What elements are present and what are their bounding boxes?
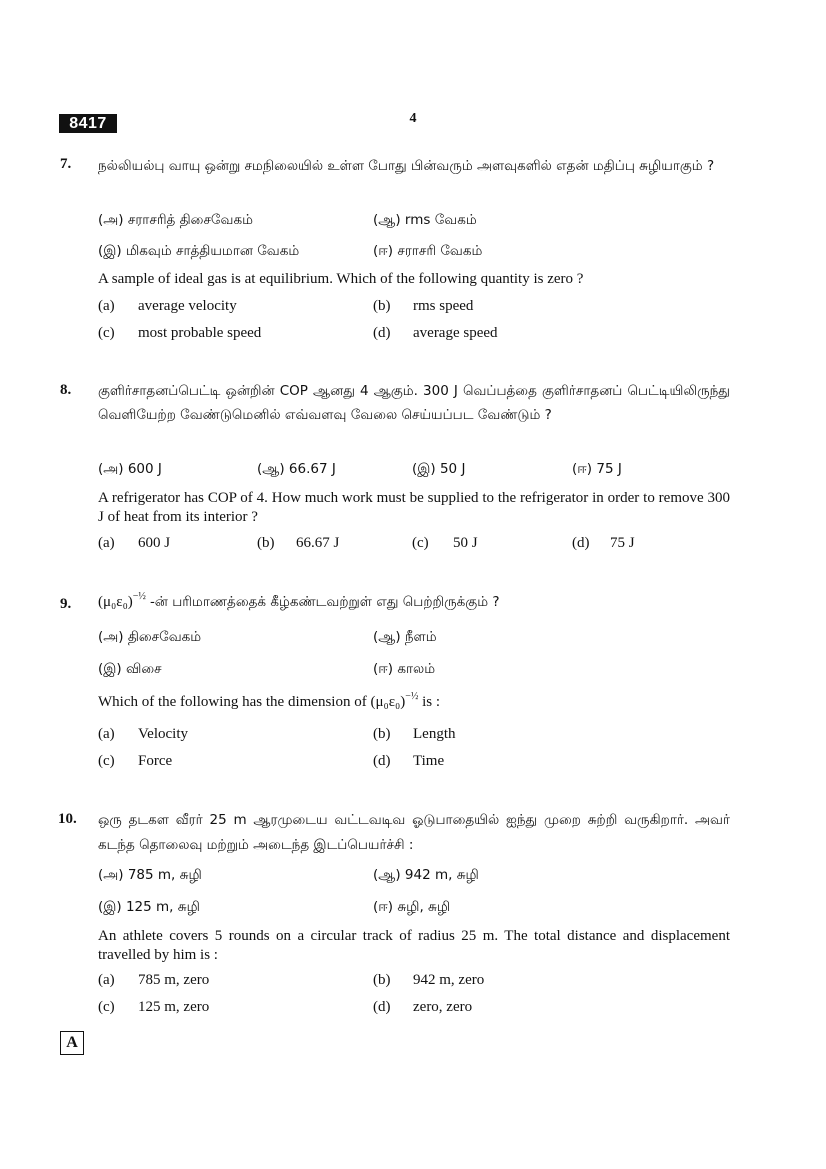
option-tamil: (ஈ) காலம்: [373, 661, 436, 677]
option-text: average velocity: [138, 298, 237, 314]
question-number: 7.: [60, 156, 72, 172]
dimension-expression: (μ₀ε₀): [370, 694, 406, 710]
option-text: average speed: [413, 325, 498, 341]
option-text: 785 m, zero: [138, 972, 210, 988]
series-box: A: [60, 1031, 84, 1055]
option-tamil: (ஆ) rms வேகம்: [373, 212, 477, 228]
question-text-english: An athlete covers 5 rounds on a circular track of radius 25 m. The total distance and displacement travelled by him is :: [98, 928, 730, 963]
dimension-expression: (μ₀ε₀): [98, 594, 133, 610]
option-label: (d): [373, 753, 391, 769]
option-label: (a): [98, 535, 115, 551]
paper-code: 8417: [59, 114, 117, 133]
option-text: 50 J: [453, 535, 478, 551]
dimension-exponent: −½: [405, 691, 419, 702]
option-tamil: (இ) 125 m, சுழி: [98, 899, 200, 915]
option-label: (b): [373, 726, 391, 742]
option-label: (b): [373, 298, 391, 314]
option-text: most probable speed: [138, 325, 262, 341]
option-text: Time: [413, 753, 445, 769]
option-label: (c): [412, 535, 429, 551]
option-text: 66.67 J: [296, 535, 340, 551]
option-tamil: (ஈ) சுழி, சுழி: [373, 899, 451, 915]
option-label: (d): [373, 325, 391, 341]
option-label: (a): [98, 726, 115, 742]
option-tamil: (அ) திசைவேகம்: [98, 629, 202, 645]
option-text: 600 J: [138, 535, 171, 551]
option-tamil: (ஆ) 66.67 J: [257, 461, 336, 477]
option-tamil: (அ) சராசரித் திசைவேகம்: [98, 212, 253, 228]
option-tamil: (ஈ) சராசரி வேகம்: [373, 243, 483, 259]
question-number: 8.: [60, 382, 72, 398]
option-tamil: (அ) 785 m, சுழி: [98, 867, 202, 883]
option-label: (b): [257, 535, 275, 551]
question-text-english: A sample of ideal gas is at equilibrium. Which of the following quantity is zero ?: [98, 271, 584, 287]
question-text-tamil: குளிர்சாதனப்பெட்டி ஒன்றின் COP ஆனது 4 ஆகும். 300 J வெப்பத்தை குளிர்சாதனப் பெட்டியிலிருந்து வெளியேற்ற வேண்டுமெனில் எவ்வளவு வேலை செய்யப்பட வேண்டும் ?: [98, 383, 730, 423]
dimension-exponent: −½: [132, 591, 146, 602]
option-text: rms speed: [413, 298, 474, 314]
option-text: 75 J: [610, 535, 635, 551]
option-label: (c): [98, 753, 115, 769]
option-tamil: (அ) 600 J: [98, 461, 162, 477]
question-text-tamil: ஒரு தடகள வீரர் 25 m ஆரமுடைய வட்டவடிவ ஓடுபாதையில் ஐந்து முறை சுற்றி வருகிறார். அவர் கடந்த தொலைவு மற்றும் அடைந்த இடப்பெயர்ச்சி :: [98, 812, 730, 853]
option-label: (c): [98, 325, 115, 341]
option-label: (d): [572, 535, 590, 551]
option-label: (a): [98, 972, 115, 988]
option-text: 125 m, zero: [138, 999, 210, 1015]
option-label: (a): [98, 298, 115, 314]
option-tamil: (ஈ) 75 J: [572, 461, 622, 477]
page-number: 4: [409, 111, 417, 126]
option-tamil: (இ) விசை: [98, 661, 162, 677]
option-text: 942 m, zero: [413, 972, 485, 988]
question-number: 10.: [58, 811, 77, 827]
question-text-tamil: நல்லியல்பு வாயு ஒன்று சமநிலையில் உள்ள போது பின்வரும் அளவுகளில் எதன் மதிப்பு சுழியாகும் ?: [98, 158, 715, 174]
option-tamil: (இ) 50 J: [412, 461, 466, 477]
option-label: (b): [373, 972, 391, 988]
question-number: 9.: [60, 596, 72, 612]
option-text: Force: [138, 753, 173, 769]
question-text-english: Which of the following has the dimension of $(\mu_0\varepsilon_0)^{-\frac{1}{2}}$ is :: [98, 691, 441, 710]
option-label: (d): [373, 999, 391, 1015]
option-text: Length: [413, 726, 456, 742]
option-tamil: (இ) மிகவும் சாத்தியமான வேகம்: [98, 243, 300, 259]
option-label: (c): [98, 999, 115, 1015]
option-tamil: (ஆ) 942 m, சுழி: [373, 867, 479, 883]
option-tamil: (ஆ) நீளம்: [373, 629, 437, 645]
option-text: zero, zero: [413, 999, 473, 1015]
question-text-tamil: $(\mu_0\varepsilon_0)^{-\frac{1}{2}}$ -ன் பரிமாணத்தைக் கீழ்கண்டவற்றுள் எது பெற்றிருக்கும் ?: [98, 591, 500, 610]
question-text-english: A refrigerator has COP of 4. How much work must be supplied to the refrigerator in order to remove 300 J of heat from its interior ?: [98, 490, 730, 525]
option-text: Velocity: [138, 726, 188, 742]
